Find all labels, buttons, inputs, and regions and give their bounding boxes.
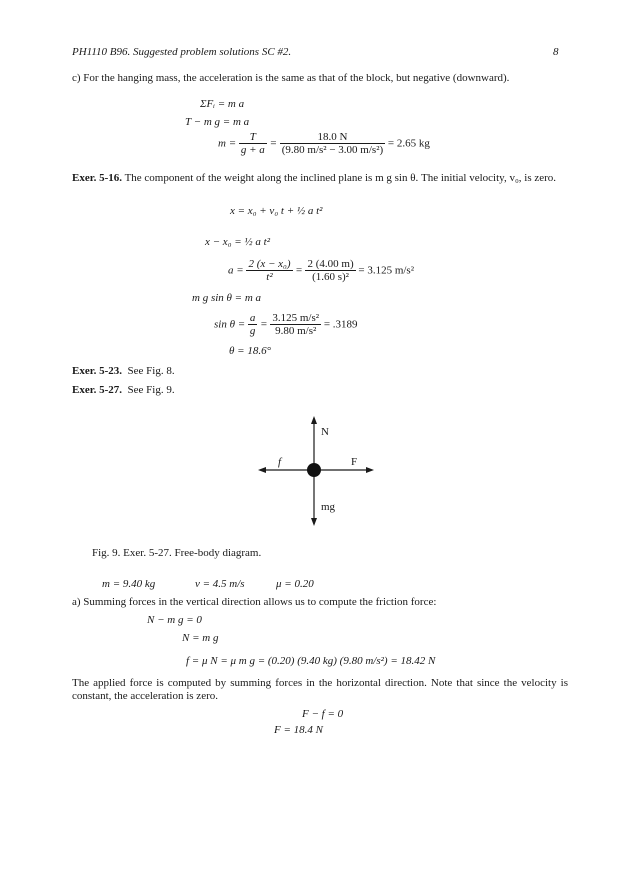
figure-caption: Fig. 9. Exer. 5-27. Free-body diagram. [92,547,262,559]
eq-mass-frac1 [239,131,267,157]
eq-applied-force: F = 18.4 N [274,724,323,736]
exer-5-23-text: See Fig. 8. [127,365,175,377]
free-body-diagram [250,410,380,530]
eq-tension: T − m g = m a [185,116,250,128]
eq-horizontal-sum: F − f = 0 [302,708,344,720]
eq-accel-frac1 [246,258,292,284]
eq-normal: N = m g [182,632,219,644]
exer-5-16-block [72,172,568,185]
weight-arrowhead [311,518,317,526]
part-c-text: c) For the hanging mass, the acceleration is the same as that of the block, but negative (downward). [72,72,510,84]
part-a-text: a) Summing forces in the vertical direction allows us to compute the friction force: [72,596,437,608]
eq-sin-theta [214,312,358,338]
given-mass: m = 9.40 kg [102,578,156,590]
label-f: f [278,456,282,468]
label-mg: mg [321,501,336,513]
exer-5-23-block [72,365,175,377]
eq-friction: f = μ N = μ m g = (0.20) (9.40 kg) (9.80 m/s²) = 18.42 N [186,655,436,667]
exer-5-16-text: The component of the weight along the inclined plane is m g sin θ. The initial velocity, v₀, is zero. [124,172,557,184]
eq-sin-den2: 9.80 m/s² [275,325,317,337]
eq-mass-lhs: m = [218,137,237,150]
page-number: 8 [553,46,559,58]
part-a-text2: The applied force is computed by summing forces in the horizontal direction. Note that since the velocity is constant, the acceleration is zero. [72,677,568,702]
label-N: N [321,426,329,438]
eq-sin-frac2 [270,312,321,338]
eq-acceleration [228,258,414,284]
eq-accel-result: = 3.125 m/s² [358,264,415,277]
eq-sin-mid: = [260,318,268,331]
eq-sin-frac1 [248,312,258,338]
friction-arrowhead [258,467,266,473]
applied-force-arrowhead [366,467,374,473]
eq-mass-den2: (9.80 m/s² − 3.00 m/s²) [281,144,384,156]
eq-mass-frac2 [280,131,385,157]
eq-accel-num1: 2 (x − x₀) [248,258,291,270]
eq-vertical-sum: N − m g = 0 [147,614,202,626]
eq-theta: θ = 18.6° [229,345,271,357]
eq-sin-lhs: sin θ = [214,318,246,331]
exer-5-27-text: See Fig. 9. [127,384,175,396]
label-F: F [351,456,358,468]
exer-5-27-block [72,384,175,396]
normal-force-arrowhead [311,416,317,424]
eq-kinematics: x = x₀ + v₀ t + ½ a t² [230,205,323,217]
eq-sin-den1: g [249,325,256,337]
exer-5-16-label: Exer. 5-16. [72,172,123,184]
eq-accel-den2: (1.60 s)² [312,271,349,283]
eq-mass-den1: g + a [240,144,265,156]
eq-displacement: x − x₀ = ½ a t² [205,236,271,248]
eq-sum-forces: ΣFᵢ = m a [200,98,245,110]
eq-mass [218,131,430,157]
eq-mass-mid: = [269,137,277,150]
page-header: PH1110 B96. Suggested problem solutions SC #2. [72,46,292,58]
eq-accel-num2: 2 (4.00 m) [307,258,354,270]
eq-accel-lhs: a = [228,264,244,277]
eq-accel-den1: t² [266,271,273,283]
eq-mass-num2: 18.0 N [280,131,385,144]
eq-accel-frac2 [305,258,355,284]
exer-5-23-label: Exer. 5-23. [72,365,123,377]
mass-point [307,463,321,477]
eq-mass-result: = 2.65 kg [387,137,430,150]
exer-5-27-label: Exer. 5-27. [72,384,123,396]
eq-incline-force: m g sin θ = m a [192,292,262,304]
eq-sin-num2: 3.125 m/s² [272,312,320,324]
eq-sin-num1: a [249,312,256,324]
eq-mass-num1: T [239,131,267,144]
eq-sin-result: = .3189 [323,318,358,331]
given-mu: μ = 0.20 [276,578,314,590]
given-velocity: v = 4.5 m/s [195,578,245,590]
eq-accel-mid: = [295,264,303,277]
